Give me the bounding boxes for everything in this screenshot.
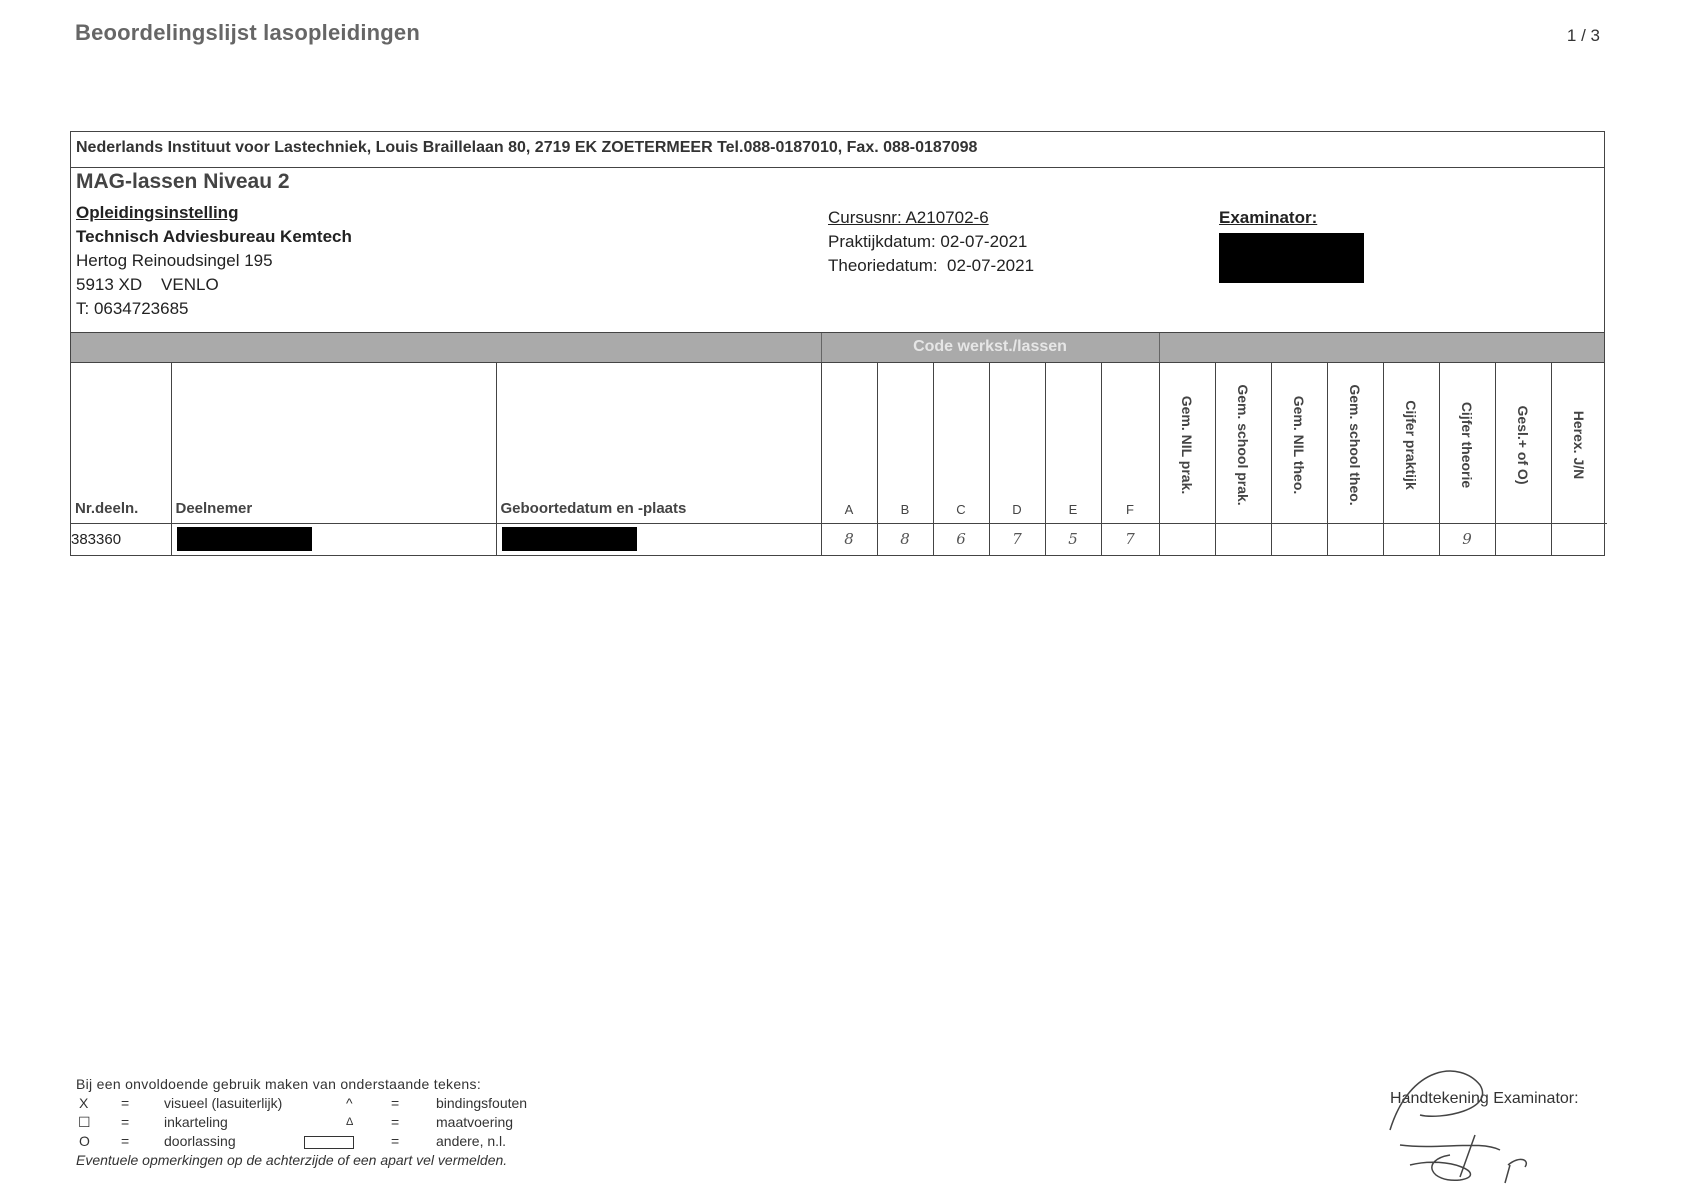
school-heading: Opleidingsinstelling (76, 203, 239, 222)
header-gem-school-prak: Gem. school prak. (1215, 363, 1271, 523)
participant-name-redaction (177, 527, 312, 551)
header-name: Deelnemer (171, 363, 496, 523)
participant-birth-cell (496, 523, 821, 555)
header-gem-nil-theo: Gem. NIL theo. (1271, 363, 1327, 523)
circle-symbol: O (79, 1133, 90, 1149)
school-name: Technisch Adviesbureau Kemtech (76, 227, 352, 246)
legend-equals: = (391, 1114, 400, 1130)
practical-date: Praktijkdatum: 02-07-2021 (828, 232, 1028, 251)
header-herexamen: Herex. J/N (1551, 363, 1607, 523)
examiner-signature (1380, 1055, 1540, 1185)
participant-number: 383360 (71, 523, 171, 555)
caret-symbol: ^ (346, 1095, 353, 1111)
examiner-label: Examinator: (1219, 208, 1318, 227)
page-number: 1 / 3 (1566, 26, 1600, 45)
header-cijfer-praktijk: Cijfer praktijk (1383, 363, 1439, 523)
legend-text: andere, n.l. (436, 1133, 507, 1149)
score-b: 8 (877, 523, 933, 555)
gem-nil-prak-value (1159, 523, 1215, 555)
header-code-a: A (821, 363, 877, 523)
code-band-label: Code werkst./lassen (913, 338, 1067, 355)
legend-text: bindingsfouten (436, 1095, 528, 1111)
header-row (71, 363, 1607, 523)
legend-equals: = (121, 1133, 130, 1149)
table-row (71, 523, 1607, 555)
legend-row (76, 1113, 514, 1132)
school-postal: 5913 XD VENLO (76, 275, 219, 294)
header-code-b: B (877, 363, 933, 523)
header-geslaagd: Gesl.+ of O) (1495, 363, 1551, 523)
header-code-e: E (1045, 363, 1101, 523)
legend-row (76, 1132, 507, 1151)
score-e: 5 (1045, 523, 1101, 555)
session-block (828, 206, 1034, 278)
legend-equals: = (121, 1114, 130, 1130)
score-d: 7 (989, 523, 1045, 555)
delta-symbol: Δ (346, 1116, 354, 1128)
gem-nil-theo-value (1271, 523, 1327, 555)
square-symbol: ☐ (78, 1114, 91, 1130)
header-gem-nil-prak: Gem. NIL prak. (1159, 363, 1215, 523)
legend (76, 1075, 528, 1170)
legend-equals: = (391, 1133, 400, 1149)
legend-text: maatvoering (436, 1114, 514, 1130)
header-code-d: D (989, 363, 1045, 523)
signature-label: Handtekening Examinator: (1390, 1090, 1579, 1107)
cijfer-praktijk-value (1383, 523, 1439, 555)
examiner-redaction (1219, 233, 1364, 283)
document-title: Beoordelingslijst lasopleidingen (75, 20, 421, 45)
gem-school-theo-value (1327, 523, 1383, 555)
participant-birth-redaction (502, 527, 637, 551)
legend-text: visueel (lasuiterlijk) (164, 1095, 283, 1111)
institute-line: Nederlands Instituut voor Lastechniek, Louis Braillelaan 80, 2719 EK ZOETERMEER Tel.088-0187010, Fax. 088-0187098 (71, 132, 1604, 168)
score-a: 8 (821, 523, 877, 555)
rectangle-symbol (304, 1136, 354, 1149)
legend-row (76, 1094, 528, 1113)
cijfer-theorie-value: 9 (1439, 523, 1495, 555)
gem-school-prak-value (1215, 523, 1271, 555)
legend-equals: = (121, 1095, 130, 1111)
header-cijfer-theorie: Cijfer theorie (1439, 363, 1495, 523)
legend-text: inkarteling (164, 1114, 228, 1130)
x-symbol: X (79, 1095, 89, 1111)
assessment-form (70, 131, 1605, 556)
header-code-c: C (933, 363, 989, 523)
legend-intro: Bij een onvoldoende gebruik maken van onderstaande tekens: (76, 1076, 482, 1092)
score-c: 6 (933, 523, 989, 555)
header-code-f: F (1101, 363, 1159, 523)
code-band (71, 333, 1604, 363)
school-address: Hertog Reinoudsingel 195 (76, 251, 273, 270)
header-gem-school-theo: Gem. school theo. (1327, 363, 1383, 523)
score-f: 7 (1101, 523, 1159, 555)
legend-text: doorlassing (164, 1133, 236, 1149)
geslaagd-value (1495, 523, 1551, 555)
school-phone: T: 0634723685 (76, 299, 189, 318)
header-birth: Geboortedatum en -plaats (496, 363, 821, 523)
theory-date: Theoriedatum: 02-07-2021 (828, 256, 1035, 275)
legend-note: Eventuele opmerkingen op de achterzijde of een apart vel vermelden. (76, 1152, 508, 1168)
course-title: MAG-lassen Niveau 2 (76, 170, 290, 193)
school-block (76, 201, 352, 321)
herexamen-value (1551, 523, 1607, 555)
course-info (71, 168, 1604, 333)
legend-equals: = (391, 1095, 400, 1111)
course-number: Cursusnr: A210702-6 (828, 208, 989, 227)
band-separator (1159, 333, 1160, 362)
results-table (71, 363, 1607, 555)
header-nr: Nr.deeln. (71, 363, 171, 523)
participant-name-cell (171, 523, 496, 555)
